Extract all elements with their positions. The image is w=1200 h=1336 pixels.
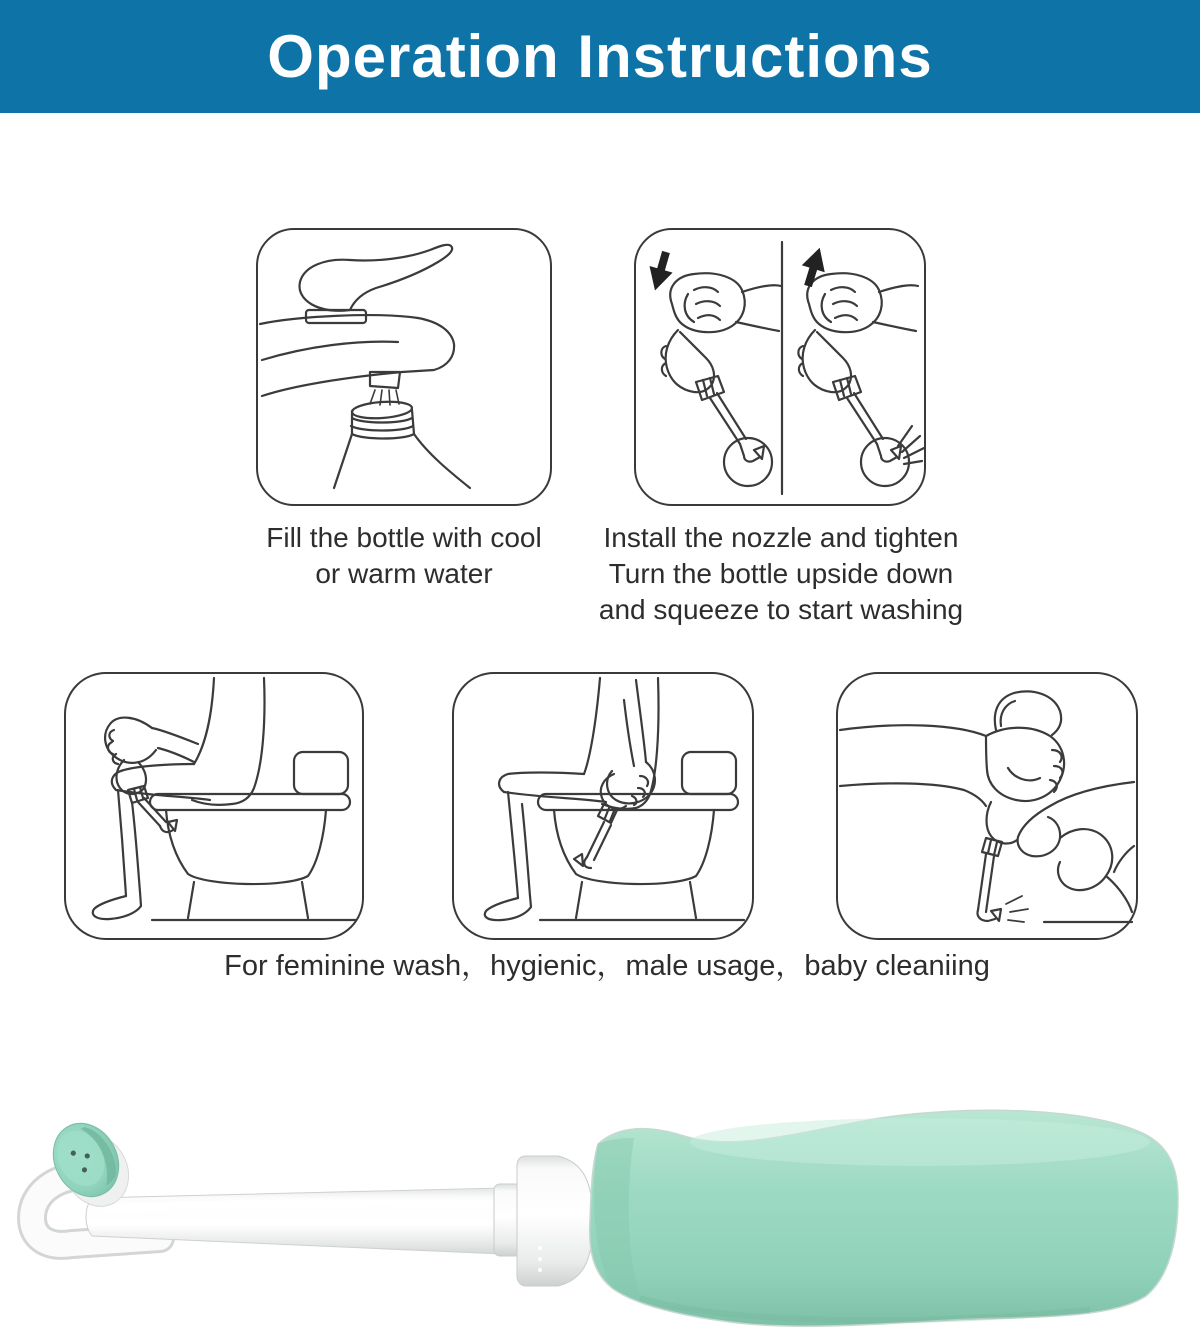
- caption-line: Fill the bottle with cool: [266, 522, 542, 553]
- header-banner: [0, 0, 1200, 113]
- faucet-spout: [260, 315, 454, 396]
- toilet: [538, 752, 744, 920]
- bidet-bottle-in-hand: [574, 774, 626, 868]
- install-nozzle-and-squeeze-illustration-icon: [636, 230, 924, 504]
- bottle-cap-ring: [517, 1156, 593, 1286]
- usage-panel-male-usage: [452, 672, 754, 940]
- step-panel-install-nozzle: [634, 228, 926, 506]
- step-panel-fill-bottle: [256, 228, 552, 506]
- step-caption-fill-bottle: [244, 520, 564, 592]
- caption-line: Install the nozzle and tighten: [603, 522, 959, 553]
- arrow-up-icon: [797, 244, 832, 289]
- faucet-filling-bottle-illustration-icon: [258, 230, 550, 504]
- toilet: [150, 752, 356, 920]
- male-usage-on-toilet-illustration-icon: [454, 674, 752, 938]
- baby-outline: [1018, 782, 1134, 922]
- caption-line: Turn the bottle upside down: [608, 558, 954, 589]
- usage-panel-feminine-wash: [64, 672, 364, 940]
- usage-caption: For feminine wash，hygienic，male usage，baby cleaniing: [224, 950, 990, 982]
- step-caption-install-nozzle: [591, 520, 971, 628]
- squeeze-spray-figure: [797, 244, 924, 486]
- baby-cleaning-illustration-icon: [838, 674, 1136, 938]
- bottle-neck: [334, 400, 470, 488]
- caption-line: or warm water: [315, 558, 493, 589]
- spray-lines: [1006, 896, 1028, 922]
- page-title: Operation Instructions: [267, 23, 933, 90]
- bottle-body: [590, 1110, 1178, 1326]
- feminine-wash-on-toilet-illustration-icon: [66, 674, 362, 938]
- usage-panel-baby-cleaning: [836, 672, 1138, 940]
- caption-line: and squeeze to start washing: [598, 594, 964, 625]
- faucet-handle: [300, 245, 453, 323]
- arm-and-hand: [840, 725, 1064, 806]
- squeeze-down-figure: [643, 249, 781, 486]
- portable-bidet-bottle-photo: [0, 1080, 1200, 1336]
